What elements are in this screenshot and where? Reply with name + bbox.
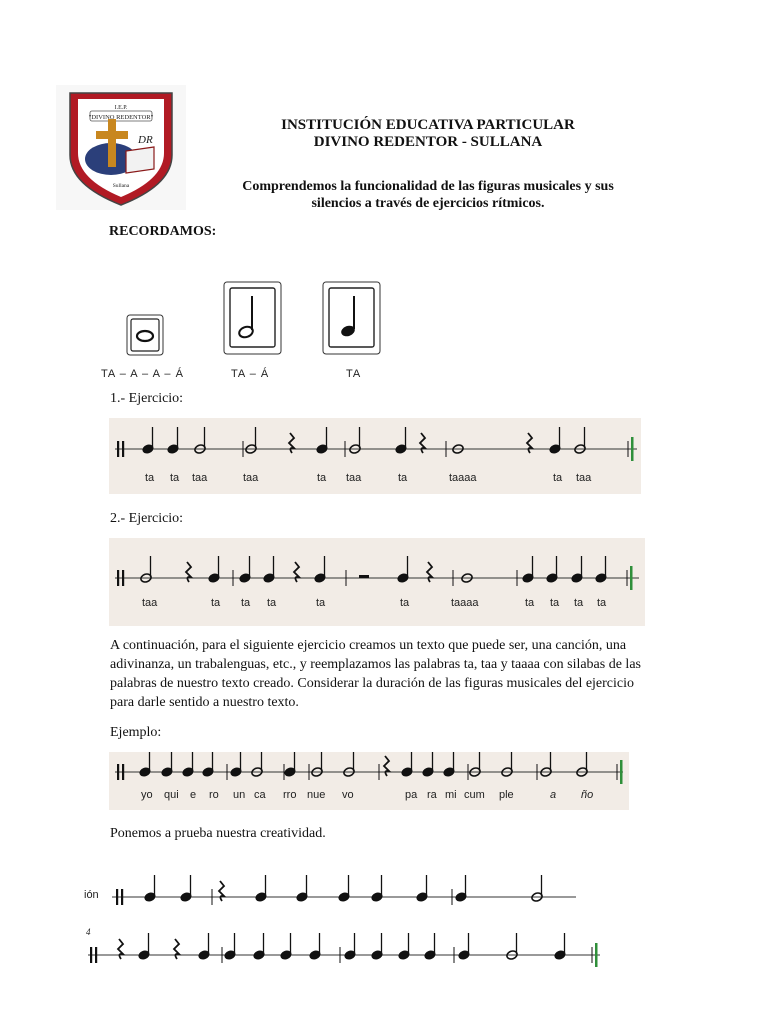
exercise-1-title: 1.- Ejercicio: (110, 391, 184, 406)
quarter-note-symbol (371, 933, 383, 960)
quarter-note-symbol (280, 933, 292, 960)
quarter-rest-symbol (294, 562, 299, 582)
half-note-symbol (531, 875, 543, 902)
half-note-symbol (349, 427, 361, 454)
half-note-symbol (469, 752, 481, 777)
half-note-symbol (245, 427, 257, 454)
instructions-line: palabras de nuestro texto creado. Considerar la duración de las figuras musicales del ejercicio (110, 676, 635, 691)
quarter-rest-symbol (384, 756, 389, 776)
example-syllable: un (233, 789, 246, 801)
example-syllable: vo (342, 789, 354, 801)
exercise-2-staff (109, 538, 645, 626)
end-mark (631, 437, 634, 461)
instructions-line: para darle sentido a nuestro texto. (110, 695, 299, 710)
ex2-syllable: ta (574, 597, 584, 609)
quarter-note-symbol (316, 427, 328, 454)
start-mark (117, 764, 119, 780)
quarter-rest-symbol (118, 939, 123, 959)
end-mark (620, 760, 623, 784)
staff-fragment-text: ión (84, 889, 99, 901)
ex2-syllable: ta (550, 597, 560, 609)
ex2-syllable: ta (597, 597, 607, 609)
instructions-paragraph (110, 636, 658, 712)
whole-note-card (127, 315, 163, 355)
quarter-note-symbol (549, 427, 561, 454)
ex1-syllable: taa (192, 472, 208, 484)
ex2-syllable: ta (211, 597, 221, 609)
quarter-note-symbol (161, 752, 173, 777)
quarter-rest-symbol (219, 881, 224, 901)
creativity-prompt: Ponemos a prueba nuestra creatividad. (110, 826, 326, 841)
example-syllable: pa (405, 789, 418, 801)
half-note-card (224, 282, 281, 354)
quarter-note-symbol (202, 752, 214, 777)
ex2-syllable: ta (525, 597, 535, 609)
ex2-syllable: taaaa (451, 597, 479, 609)
half-note-symbol (251, 752, 263, 777)
example-syllable: cum (464, 789, 485, 801)
quarter-note-symbol (455, 875, 467, 902)
quarter-note-symbol (546, 556, 558, 583)
quarter-note-symbol (416, 875, 428, 902)
instructions-line: adivinanza, un trabalenguas, etc., y reemplazamos las palabras ta, taa y taaaa con silabas de las (110, 657, 641, 672)
instructions-line: A continuación, para el siguiente ejercicio creamos un texto que puede ser, una canción, una (110, 638, 627, 653)
example-syllable: ro (209, 789, 219, 801)
objective-line-1: Comprendemos la funcionalidad de las figuras musicales y sus (242, 179, 614, 194)
ex2-syllable: ta (316, 597, 326, 609)
quarter-note-symbol (263, 556, 275, 583)
quarter-note-symbol (571, 556, 583, 583)
ex1-syllable: taa (576, 472, 592, 484)
example-title: Ejemplo: (110, 725, 162, 740)
ex2-syllable: ta (241, 597, 251, 609)
half-note-symbol (506, 933, 518, 960)
start-mark (121, 889, 123, 905)
half-rest-symbol (359, 575, 369, 578)
quarter-note-symbol (139, 752, 151, 777)
objective-line-2: silencios a través de ejercicios rítmicos. (311, 196, 545, 211)
half-note-symbol (540, 752, 552, 777)
example-syllable: ple (499, 789, 514, 801)
quarter-note-symbol (208, 556, 220, 583)
section-heading: RECORDAMOS: (109, 224, 217, 239)
example-rhythm (109, 752, 629, 810)
start-mark (117, 570, 119, 586)
practice-staff (84, 875, 604, 975)
ex1-syllable: ta (145, 472, 155, 484)
half-note-symbol (501, 752, 513, 777)
quarter-note-symbol (224, 933, 236, 960)
quarter-note-symbol (239, 556, 251, 583)
end-mark (630, 566, 633, 590)
logo-bottom-text: Sullana (112, 183, 130, 189)
quarter-note-symbol (443, 752, 455, 777)
quarter-note-symbol (167, 427, 179, 454)
quarter-note-symbol (424, 933, 436, 960)
quarter-note-symbol (397, 556, 409, 583)
quarter-note-symbol (395, 427, 407, 454)
start-mark (116, 889, 118, 905)
quarter-note-symbol (422, 752, 434, 777)
ex2-syllable: ta (267, 597, 277, 609)
quarter-note-symbol (401, 752, 413, 777)
logo-banner: "DIVINO REDENTOR" (88, 114, 154, 121)
ex2-syllable: ta (400, 597, 410, 609)
quarter-note-symbol (253, 933, 265, 960)
figures-panel (96, 270, 421, 385)
quarter-note-symbol (371, 875, 383, 902)
end-mark (595, 943, 598, 967)
example-staff (109, 752, 629, 810)
example-syllable: ra (427, 789, 437, 801)
quarter-note-symbol (138, 933, 150, 960)
logo-monogram: DR (138, 134, 153, 146)
example-syllable: nue (307, 789, 326, 801)
ex1-syllable: taa (243, 472, 259, 484)
exercise-1-staff (109, 418, 641, 494)
ex1-syllable: ta (398, 472, 408, 484)
quarter-note-symbol (182, 752, 194, 777)
ex1-syllable: ta (553, 472, 563, 484)
crest-icon (56, 85, 186, 210)
school-name: INSTITUCIÓN EDUCATIVA PARTICULAR (281, 117, 575, 133)
start-mark (90, 947, 92, 963)
quarter-note-card (323, 282, 380, 354)
example-syllable: mi (445, 789, 457, 801)
quarter-note-symbol (595, 556, 607, 583)
ex1-syllable: taa (346, 472, 362, 484)
logo-top-text: I.E.P. (114, 105, 128, 111)
ex1-syllable: ta (317, 472, 327, 484)
example-syllable: rro (283, 789, 297, 801)
quarter-note-symbol (296, 875, 308, 902)
quarter-note-symbol (522, 556, 534, 583)
measure-number: 4 (86, 927, 91, 937)
quarter-note-symbol (255, 875, 267, 902)
start-mark (95, 947, 97, 963)
quarter-note-symbol (144, 875, 156, 902)
quarter-note-symbol (458, 933, 470, 960)
quarter-rest-symbol (420, 433, 425, 453)
quarter-note-symbol (180, 875, 192, 902)
quarter-rest-symbol (186, 562, 191, 582)
half-note-symbol (576, 752, 588, 777)
half-note-symbol (574, 427, 586, 454)
quarter-rest-symbol (427, 562, 432, 582)
example-syllable: ca (254, 789, 266, 801)
start-mark (117, 441, 119, 457)
quarter-note-symbol (284, 752, 296, 777)
ex1-syllable: taaaa (449, 472, 477, 484)
example-syllable: ño (581, 789, 594, 801)
quarter-note-symbol (338, 875, 350, 902)
half-note-symbol (311, 752, 323, 777)
school-location: DIVINO REDENTOR - SULLANA (313, 134, 543, 150)
quarter-note-symbol (309, 933, 321, 960)
practice-rhythm (84, 875, 604, 975)
ex2-syllable: taa (142, 597, 158, 609)
school-logo (56, 85, 186, 210)
quarter-note-label: TA (346, 368, 362, 380)
quarter-note-symbol (344, 933, 356, 960)
start-mark (122, 441, 124, 457)
quarter-note-symbol (398, 933, 410, 960)
example-syllable: qui (164, 789, 179, 801)
example-syllable: e (190, 789, 197, 801)
quarter-note-symbol (554, 933, 566, 960)
quarter-note-symbol (230, 752, 242, 777)
quarter-rest-symbol (289, 433, 294, 453)
half-note-label: TA – Á (231, 368, 270, 380)
quarter-note-symbol (314, 556, 326, 583)
start-mark (122, 570, 124, 586)
whole-note-label: TA – A – A – Á (101, 368, 184, 380)
exercise-2-rhythm (109, 538, 645, 626)
exercise-2-title: 2.- Ejercicio: (110, 511, 184, 526)
quarter-rest-symbol (527, 433, 532, 453)
quarter-note-symbol (142, 427, 154, 454)
example-syllable: yo (141, 789, 153, 801)
half-note-symbol (343, 752, 355, 777)
example-syllable: a (550, 789, 557, 801)
half-note-symbol (140, 556, 152, 583)
half-note-symbol (194, 427, 206, 454)
ex1-syllable: ta (170, 472, 180, 484)
quarter-note-symbol (198, 933, 210, 960)
quarter-rest-symbol (174, 939, 179, 959)
start-mark (122, 764, 124, 780)
